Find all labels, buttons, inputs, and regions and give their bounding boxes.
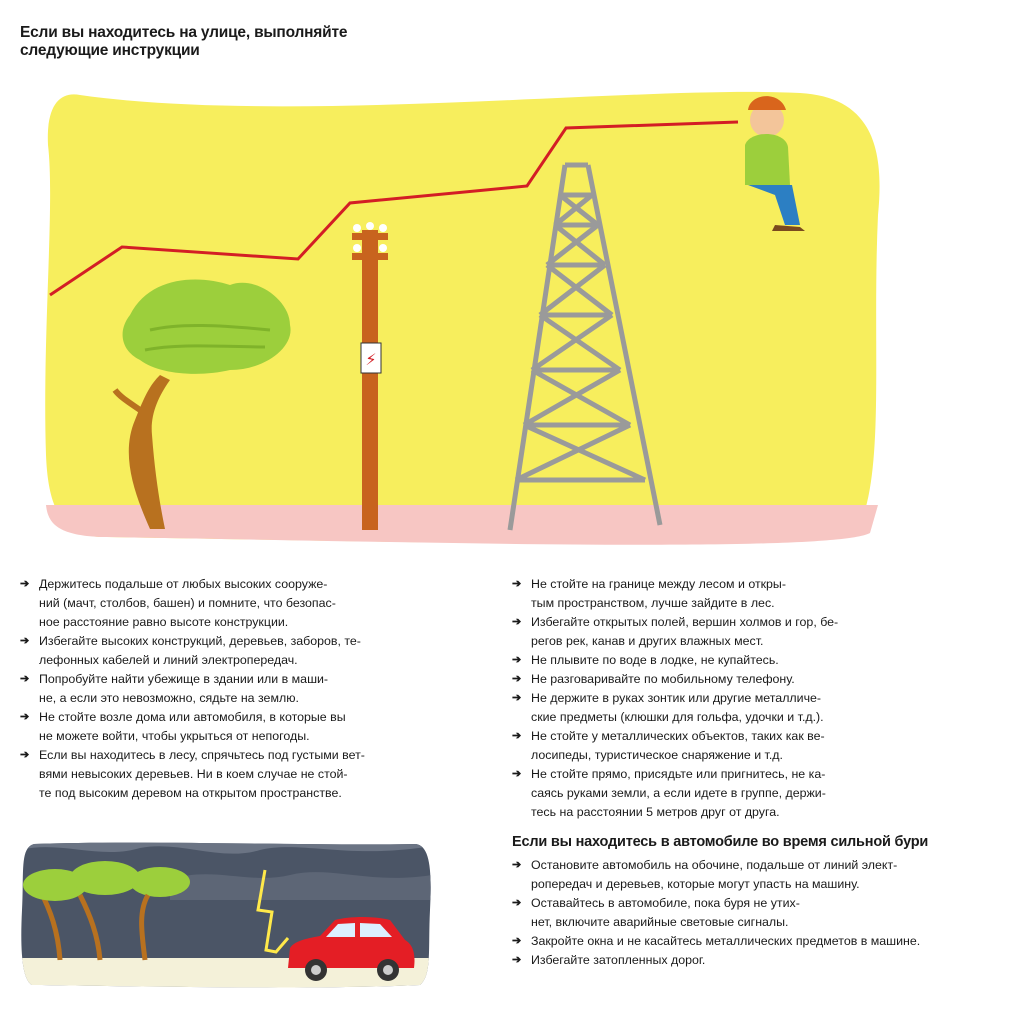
list-item: ➔ Не плывите по воде в лодке, не купайтесь. bbox=[512, 651, 892, 670]
storm-car-illustration bbox=[20, 840, 432, 990]
page-title-line-1: Если вы находитесь на улице, выполняйте bbox=[20, 24, 348, 41]
arrow-icon: ➔ bbox=[20, 749, 30, 761]
list-item: ➔ Оставайтесь в автомобиле, пока буря не утих- нет, включите аварийные световые сигналы. bbox=[512, 896, 800, 929]
arrow-icon: ➔ bbox=[512, 768, 522, 780]
list-item: ➔ Не стойте возле дома или автомобиля, в которые вы не можете войти, чтобы укрыться от непогоды. bbox=[20, 710, 346, 743]
car-section-heading: Если вы находитесь в автомобиле во время сильной бури bbox=[512, 834, 929, 850]
arrow-icon: ➔ bbox=[20, 711, 30, 723]
list-item: ➔ Попробуйте найти убежище в здании или в маши- не, а если это невозможно, сядьте на землю. bbox=[20, 672, 329, 705]
arrow-icon: ➔ bbox=[512, 692, 522, 704]
arrow-icon: ➔ bbox=[512, 673, 522, 685]
arrow-icon: ➔ bbox=[512, 859, 522, 871]
list-item: ➔ Не стойте на границе между лесом и откры- тым пространством, лучше зайдите в лес. bbox=[512, 577, 786, 610]
arrow-icon: ➔ bbox=[512, 954, 522, 966]
page-title-line-2: следующие инструкции bbox=[20, 42, 200, 59]
page-title bbox=[20, 24, 420, 60]
outdoor-rules-right bbox=[512, 575, 892, 822]
arrow-icon: ➔ bbox=[20, 578, 30, 590]
arrow-icon: ➔ bbox=[512, 730, 522, 742]
arrow-icon: ➔ bbox=[512, 654, 522, 666]
arrow-icon: ➔ bbox=[512, 935, 522, 947]
list-item: ➔ Не стойте прямо, присядьте или пригнитесь, не ка- саясь руками земли, а если идете в группе, держи- тесь на расстоянии 5 метров друг от друга. bbox=[512, 767, 826, 819]
arrow-icon: ➔ bbox=[512, 897, 522, 909]
arrow-icon: ➔ bbox=[20, 635, 30, 647]
list-item: ➔ Остановите автомобиль на обочине, подальше от линий элект- ропередач и деревьев, которые могут упасть на машину. bbox=[512, 858, 898, 891]
safety-illustration bbox=[40, 85, 880, 550]
high-voltage-sign: ⚡ bbox=[365, 350, 377, 369]
ground-strip bbox=[46, 505, 878, 545]
list-item: ➔ Не стойте у металлических объектов, таких как ве- лосипеды, туристическое снаряжение и т.д. bbox=[512, 729, 825, 762]
outdoor-rules-left bbox=[20, 575, 390, 803]
list-item: ➔ Избегайте открытых полей, вершин холмов и гор, бе- регов рек, канав и других влажных мест. bbox=[512, 615, 839, 648]
arrow-icon: ➔ bbox=[20, 673, 30, 685]
car-rules bbox=[512, 856, 982, 970]
list-item: ➔ Если вы находитесь в лесу, спрячьтесь под густыми вет- вями невысоких деревьев. Ни в коем случае не стой- те под высоким деревом на открытом пространстве. bbox=[20, 748, 365, 800]
list-item: ➔ Держитесь подальше от любых высоких сооруже- ний (мачт, столбов, башен) и помните, что безопас- ное расстояние равно высоте конструкции. bbox=[20, 577, 336, 629]
list-item: ➔ Не разговаривайте по мобильному телефону. bbox=[512, 670, 892, 689]
list-item: ➔ Избегайте высоких конструкций, деревьев, заборов, те- лефонных кабелей и линий электропередач. bbox=[20, 634, 361, 667]
arrow-icon: ➔ bbox=[512, 616, 522, 628]
list-item: ➔ Не держите в руках зонтик или другие металличе- ские предметы (клюшки для гольфа, удочки и т.д.). bbox=[512, 691, 824, 724]
list-item: ➔ Закройте окна и не касайтесь металлических предметов в машине. bbox=[512, 932, 982, 951]
arrow-icon: ➔ bbox=[512, 578, 522, 590]
list-item: ➔ Избегайте затопленных дорог. bbox=[512, 951, 982, 970]
